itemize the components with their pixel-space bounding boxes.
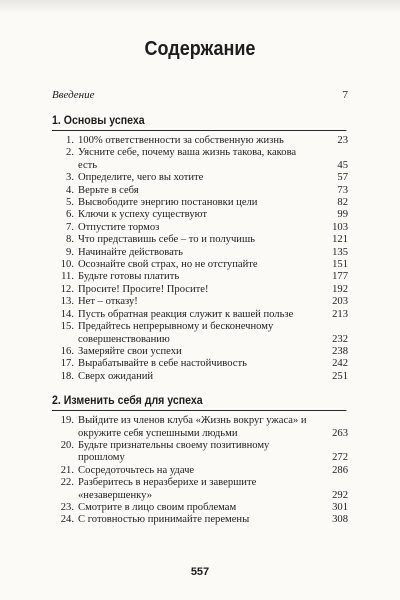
entry-title: Будьте готовы платить <box>78 271 180 283</box>
page-top-shadow <box>0 0 400 14</box>
entry-title: Просите! Просите! Просите! <box>78 283 209 295</box>
section-1-entries <box>52 135 348 383</box>
entry-number: 7. <box>66 221 74 233</box>
entry-number: 22. <box>60 477 74 489</box>
entry-page-number: 99 <box>337 209 348 221</box>
entry-title: Ключи к успеху существуют <box>78 209 208 221</box>
entry-page-number: 263 <box>332 427 348 439</box>
toc-entry[interactable] <box>52 222 348 234</box>
entry-title: Определите, чего вы хотите <box>78 172 204 184</box>
entry-page-number: 45 <box>337 159 348 171</box>
entry-number: 18. <box>60 370 74 382</box>
entry-number: 5. <box>66 197 74 209</box>
toc-entry[interactable] <box>52 321 348 346</box>
entry-title: Верьте в себя <box>78 184 139 196</box>
entry-title: Вырабатывайте в себе настойчивость <box>78 358 247 370</box>
toc-entry[interactable] <box>52 514 348 526</box>
entry-number: 13. <box>60 296 74 308</box>
toc-entry[interactable] <box>52 371 348 383</box>
entry-page-number: 82 <box>337 197 348 209</box>
entry-page-number: 292 <box>332 489 348 501</box>
entry-page-number: 135 <box>332 246 348 258</box>
entry-number: 1. <box>66 135 74 146</box>
entry-page-number: 272 <box>332 452 348 464</box>
intro-page-number: 7 <box>342 89 348 101</box>
toc-entry[interactable] <box>52 502 348 514</box>
toc-entry[interactable] <box>52 271 348 283</box>
entry-number: 21. <box>60 464 74 476</box>
entry-title: Выйдите из членов клуба «Жизнь вокруг ужаса» и окружите себя успешными людьми <box>78 415 307 439</box>
entry-title: Начинайте действовать <box>78 246 184 258</box>
entry-page-number: 57 <box>337 172 348 184</box>
toc-entry[interactable] <box>52 440 348 465</box>
entry-title: Пусть обратная реакция служит к вашей пользе <box>78 308 294 320</box>
toc-entry[interactable] <box>52 172 348 184</box>
entry-number: 11. <box>61 271 74 283</box>
toc-entry[interactable] <box>52 296 348 308</box>
entry-page-number: 301 <box>332 501 348 513</box>
toc-entry[interactable] <box>52 259 348 271</box>
entry-number: 19. <box>60 415 74 427</box>
entry-page-number: 177 <box>332 271 348 283</box>
entry-number: 12. <box>60 283 74 295</box>
entry-title: Смотрите в лицо своим проблемам <box>78 501 237 513</box>
entry-title: С готовностью принимайте перемены <box>78 514 250 526</box>
toc-entry[interactable] <box>52 209 348 221</box>
entry-number: 23. <box>60 501 74 513</box>
section-heading-1: 1. Основы успеха <box>52 115 346 131</box>
entry-page-number: 308 <box>332 514 348 526</box>
entry-page-number: 203 <box>332 296 348 308</box>
toc-entry[interactable] <box>52 284 348 296</box>
entry-page-number: 103 <box>332 221 348 233</box>
entry-page-number: 121 <box>332 234 348 246</box>
toc-entry[interactable] <box>52 465 348 477</box>
toc-entry[interactable] <box>52 234 348 246</box>
entry-number: 15. <box>60 321 74 333</box>
toc-entry[interactable] <box>52 135 348 147</box>
entry-title: Предайтесь непрерывному и бесконечному совершенствованию <box>78 321 274 345</box>
toc-page <box>52 38 348 527</box>
entry-page-number: 151 <box>332 259 348 271</box>
toc-entry[interactable] <box>52 358 348 370</box>
entry-page-number: 232 <box>332 333 348 345</box>
toc-entry[interactable] <box>52 415 348 440</box>
entry-number: 9. <box>66 246 74 258</box>
entry-title: Сосредоточьтесь на удаче <box>78 464 195 476</box>
entry-number: 20. <box>60 439 74 451</box>
entry-title: Будьте признательны своему позитивному прошлому <box>78 439 270 464</box>
toc-entry[interactable] <box>52 147 348 172</box>
entry-page-number: 213 <box>332 308 348 320</box>
entry-title: Что представишь себе – то и получишь <box>78 234 255 246</box>
entry-number: 17. <box>60 358 74 370</box>
entry-number: 8. <box>66 234 74 246</box>
page-number: 557 <box>190 566 210 578</box>
entry-page-number: 238 <box>332 345 348 357</box>
section-heading-2: 2. Изменить себя для успеха <box>52 395 346 411</box>
entry-page-number: 23 <box>337 135 348 146</box>
entry-number: 14. <box>60 308 74 320</box>
entry-number: 10. <box>60 259 74 271</box>
entry-title: 100% ответственности за собственную жизнь <box>78 135 284 146</box>
entry-page-number: 242 <box>332 358 348 370</box>
entry-title: Нет – отказу! <box>78 296 138 308</box>
section-2-entries <box>52 415 348 527</box>
page-title: Содержание <box>144 38 256 60</box>
intro-label: Введение <box>52 89 95 101</box>
entry-page-number: 251 <box>332 370 348 382</box>
entry-number: 6. <box>66 209 74 221</box>
toc-entry[interactable] <box>52 346 348 358</box>
entry-number: 4. <box>66 184 74 196</box>
entry-number: 3. <box>66 172 74 184</box>
toc-entry[interactable] <box>52 185 348 197</box>
toc-intro-entry[interactable] <box>52 89 348 101</box>
entry-number: 2. <box>66 147 74 159</box>
toc-entry[interactable] <box>52 197 348 209</box>
entry-title: Сверх ожиданий <box>78 370 154 382</box>
entry-page-number: 73 <box>337 184 348 196</box>
toc-entry[interactable] <box>52 477 348 502</box>
entry-title: Разберитесь в неразберихе и завершите «незавершенку» <box>78 477 257 501</box>
toc-entry[interactable] <box>52 309 348 321</box>
entry-page-number: 286 <box>332 464 348 476</box>
entry-title: Осознайте свой страх, но не отступайте <box>78 259 258 271</box>
entry-page-number: 192 <box>332 283 348 295</box>
toc-entry[interactable] <box>52 247 348 259</box>
entry-title: Высвободите энергию постановки цели <box>78 197 258 209</box>
entry-title: Уясните себе, почему ваша жизнь такова, какова есть <box>78 147 297 171</box>
entry-title: Отпустите тормоз <box>78 221 160 233</box>
entry-title: Замеряйте свои успехи <box>78 345 182 357</box>
entry-number: 16. <box>60 345 74 357</box>
entry-number: 24. <box>60 514 74 526</box>
